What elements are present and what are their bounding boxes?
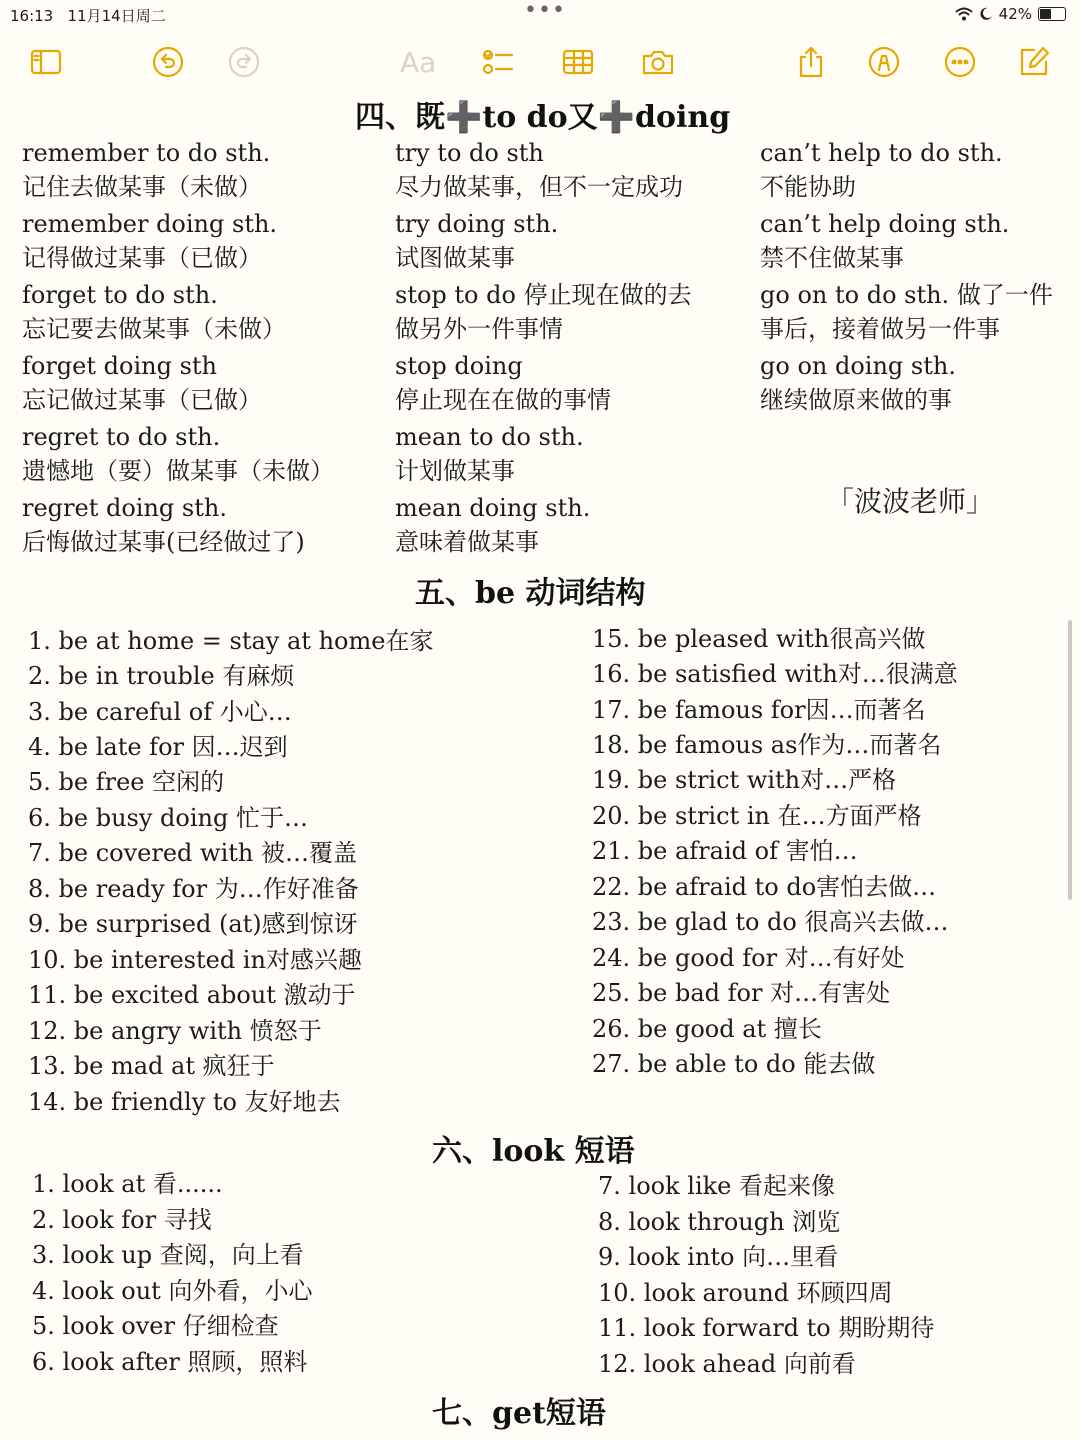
note-line: remember doing sth.	[22, 210, 278, 238]
note-line: 8. look through 浏览	[598, 1208, 841, 1236]
battery-percent: 42%	[998, 5, 1032, 23]
note-line: 11. be excited about 激动于	[28, 981, 356, 1009]
multitask-dots[interactable]: •••	[524, 0, 566, 23]
note-line: 2. be in trouble 有麻烦	[28, 662, 295, 690]
note-line: 24. be good for 对…有好处	[592, 944, 905, 972]
note-line: forget to do sth.	[22, 281, 218, 309]
note-line: 继续做原来做的事	[760, 386, 952, 414]
text-format-button[interactable]: Aa	[400, 46, 437, 79]
note-line: 不能协助	[760, 173, 856, 201]
note-line: 22. be afraid to do害怕去做…	[592, 873, 937, 901]
note-line: 忘记要去做某事（未做）	[22, 315, 286, 343]
section-7-title: 七、get短语	[432, 1396, 606, 1431]
note-line: 6. look after 照顾，照料	[32, 1348, 308, 1376]
note-line: remember to do sth.	[22, 139, 271, 167]
section-4-title: 四、既➕to do又➕doing	[355, 100, 731, 135]
note-line: 26. be good at 擅长	[592, 1015, 822, 1043]
note-line: 4. look out 向外看，小心	[32, 1277, 313, 1305]
note-line: 停止现在在做的事情	[395, 386, 611, 414]
author-signature: 「波波老师」	[826, 485, 995, 518]
note-line: mean doing sth.	[395, 494, 591, 522]
note-line: 2. look for 寻找	[32, 1206, 212, 1234]
note-line: go on doing sth.	[760, 352, 956, 380]
note-line: 1. look at 看......	[32, 1170, 223, 1198]
note-line: try to do sth	[395, 139, 544, 167]
note-line: 9. look into 向…里看	[598, 1243, 839, 1271]
note-line: 6. be busy doing 忙于…	[28, 804, 308, 832]
note-line: stop to do 停止现在做的去	[395, 281, 692, 309]
note-line: 15. be pleased with很高兴做	[592, 625, 926, 653]
note-line: 做另外一件事情	[395, 315, 563, 343]
note-line: 记住去做某事（未做）	[22, 173, 262, 201]
note-line: 计划做某事	[395, 457, 515, 485]
note-line: 禁不住做某事	[760, 244, 904, 272]
note-line: 忘记做过某事（已做）	[22, 386, 262, 414]
note-line: 7. look like 看起来像	[598, 1172, 835, 1200]
note-line: stop doing	[395, 352, 523, 380]
note-line: 试图做某事	[395, 244, 515, 272]
note-line: 17. be famous for因…而著名	[592, 696, 926, 724]
note-line: regret to do sth.	[22, 423, 221, 451]
note-line: 事后，接着做另一件事	[760, 315, 1000, 343]
status-time: 16:13 11月14日周二	[10, 7, 166, 25]
note-line: 1. be at home = stay at home在家	[28, 627, 434, 655]
section-5-title: 五、be 动词结构	[415, 576, 646, 611]
note-line: 13. be mad at 疯狂于	[28, 1052, 275, 1080]
scrollbar[interactable]	[1068, 620, 1072, 900]
note-line: 8. be ready for 为…作好准备	[28, 875, 359, 903]
note-line: 5. look over 仔细检查	[32, 1312, 279, 1340]
note-line: 14. be friendly to 友好地去	[28, 1088, 341, 1116]
note-line: 7. be covered with 被…覆盖	[28, 839, 357, 867]
note-line: 后悔做过某事(已经做过了)	[22, 528, 305, 556]
note-line: try doing sth.	[395, 210, 559, 238]
note-line: 尽力做某事，但不一定成功	[395, 173, 683, 201]
note-line: can’t help to do sth.	[760, 139, 1003, 167]
note-line: 18. be famous as作为…而著名	[592, 731, 942, 759]
note-line: mean to do sth.	[395, 423, 584, 451]
note-line: 遗憾地（要）做某事（未做）	[22, 457, 334, 485]
note-line: can’t help doing sth.	[760, 210, 1010, 238]
note-line: 5. be free 空闲的	[28, 768, 225, 796]
note-line: 12. look ahead 向前看	[598, 1350, 856, 1378]
note-line: go on to do sth. 做了一件	[760, 281, 1053, 309]
note-line: 3. look up 查阅，向上看	[32, 1241, 304, 1269]
note-line: 4. be late for 因…迟到	[28, 733, 288, 761]
note-line: 25. be bad for 对…有害处	[592, 979, 891, 1007]
note-line: regret doing sth.	[22, 494, 227, 522]
section-6-title: 六、look 短语	[432, 1134, 635, 1169]
note-line: 23. be glad to do 很高兴去做…	[592, 908, 949, 936]
note-line: 11. look forward to 期盼期待	[598, 1314, 935, 1342]
note-line: 12. be angry with 愤怒于	[28, 1017, 322, 1045]
note-line: 19. be strict with对…严格	[592, 766, 897, 794]
note-line: 意味着做某事	[395, 528, 539, 556]
note-line: 3. be careful of 小心…	[28, 698, 292, 726]
note-line: forget doing sth	[22, 352, 217, 380]
status-date: 11月14日周二	[67, 7, 166, 25]
note-line: 记得做过某事（已做）	[22, 244, 262, 272]
note-line: 16. be satisfied with对…很满意	[592, 660, 958, 688]
note-line: 21. be afraid of 害怕…	[592, 837, 858, 865]
note-line: 20. be strict in 在…方面严格	[592, 802, 922, 830]
note-line: 27. be able to do 能去做	[592, 1050, 876, 1078]
note-line: 10. be interested in对感兴趣	[28, 946, 362, 974]
note-line: 10. look around 环顾四周	[598, 1279, 893, 1307]
note-line: 9. be surprised (at)感到惊讶	[28, 910, 358, 938]
